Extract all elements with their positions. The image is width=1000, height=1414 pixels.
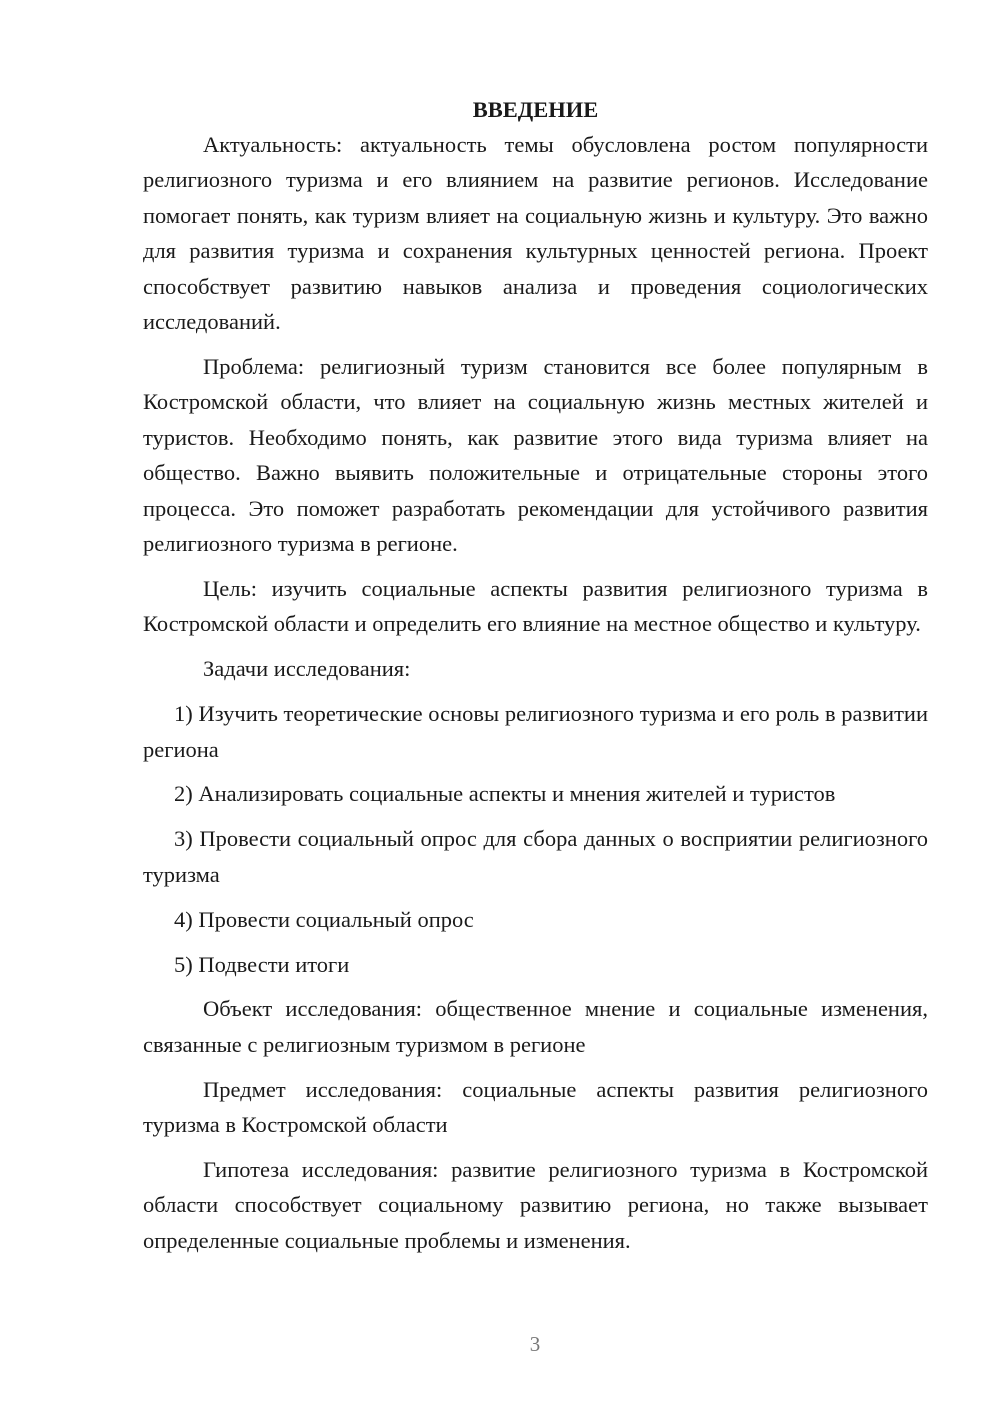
task-item: 4) Провести социальный опрос: [174, 906, 474, 932]
subject-paragraph: Предмет исследования: социальные аспекты развития религиозного туризма в Костромской области: [143, 1076, 928, 1138]
hypothesis-paragraph: Гипотеза исследования: развитие религиозного туризма в Костромской области способствует социальному развитию региона, но также вызывает определенные социальные проблемы и изменения.: [143, 1157, 928, 1253]
task-item: 2) Анализировать социальные аспекты и мнения жителей и туристов: [174, 781, 836, 807]
page-number: 3: [529, 1332, 541, 1356]
task-item: 1) Изучить теоретические основы религиозного туризма и его роль в развитии региона: [143, 701, 928, 762]
task-item: 5) Подвести итоги: [174, 951, 350, 977]
task-item: 3) Провести социальный опрос для сбора данных о восприятии религиозного туризма: [143, 826, 928, 887]
tasks-heading: Задачи исследования:: [203, 656, 411, 682]
document-page: [143, 92, 928, 1258]
problem-paragraph: Проблема: религиозный туризм становится все более популярным в Костромской области, что влияет на социальную жизнь местных жителей и туристов. Необходимо понять, как развитие этого вида туризма влияет на общество. Важно выявить положительные и отрицательные стороны этого процесса. Это поможет разработать рекомендации для устойчивого развития религиозного туризма в регионе.: [143, 353, 928, 556]
page-title: ВВЕДЕНИЕ: [472, 97, 599, 122]
relevance-paragraph: Актуальность: актуальность темы обусловлена ростом популярности религиозного туризма и его влиянием на развитие регионов. Исследование помогает понять, как туризм влияет на социальную жизнь и культуру. Это важно для развития туризма и сохранения культурных ценностей региона. Проект способствует развитию навыков анализа и проведения социологических исследований.: [143, 132, 928, 335]
object-paragraph: Объект исследования: общественное мнение и социальные изменения, связанные с религиозным туризмом в регионе: [143, 996, 928, 1057]
goal-paragraph: Цель: изучить социальные аспекты развития религиозного туризма в Костромской области и определить его влияние на местное общество и культуру.: [143, 575, 928, 637]
